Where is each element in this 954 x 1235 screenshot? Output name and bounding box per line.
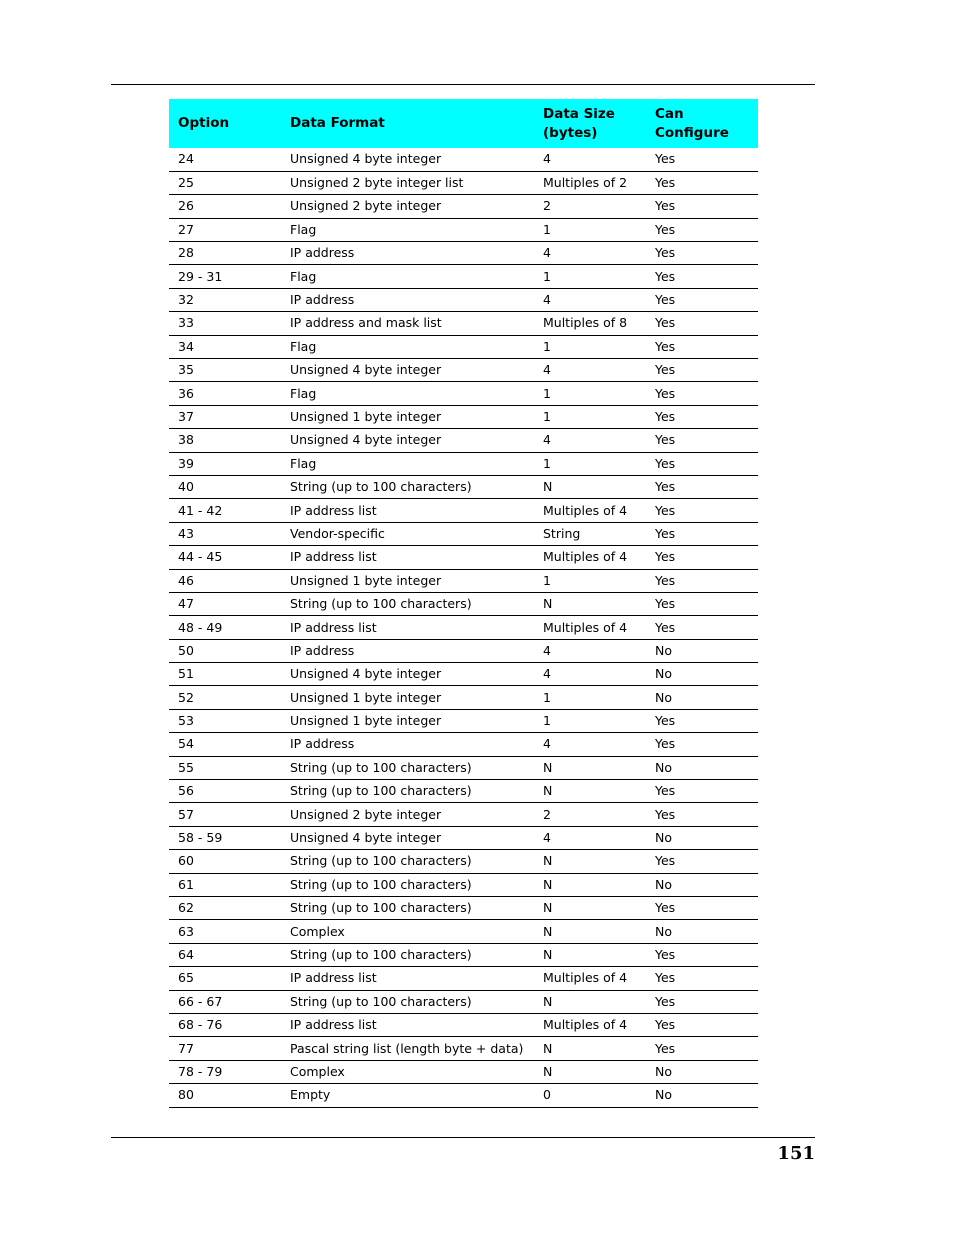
table-row: [169, 897, 758, 920]
cell-data-format: Flag: [281, 218, 534, 241]
cell-option: 56: [169, 780, 281, 803]
cell-option: 38: [169, 429, 281, 452]
cell-data-size: 4: [534, 663, 646, 686]
footer-rule: [111, 1137, 815, 1138]
cell-data-size: Multiples of 4: [534, 967, 646, 990]
cell-data-format: Flag: [281, 452, 534, 475]
cell-option: 51: [169, 663, 281, 686]
cell-option: 24: [169, 148, 281, 171]
cell-data-format: String (up to 100 characters): [281, 756, 534, 779]
table-row: [169, 616, 758, 639]
cell-can-configure: Yes: [646, 312, 758, 335]
cell-can-configure: Yes: [646, 897, 758, 920]
table-row: [169, 1013, 758, 1036]
cell-data-format: Unsigned 1 byte integer: [281, 686, 534, 709]
table-row: [169, 195, 758, 218]
table-row: [169, 756, 758, 779]
cell-option: 65: [169, 967, 281, 990]
cell-can-configure: Yes: [646, 850, 758, 873]
cell-data-size: N: [534, 920, 646, 943]
cell-option: 37: [169, 405, 281, 428]
cell-data-size: String: [534, 522, 646, 545]
cell-can-configure: No: [646, 1060, 758, 1083]
cell-data-size: 1: [534, 265, 646, 288]
cell-option: 68 - 76: [169, 1013, 281, 1036]
cell-can-configure: Yes: [646, 592, 758, 615]
cell-can-configure: Yes: [646, 218, 758, 241]
cell-option: 40: [169, 475, 281, 498]
table-row: [169, 242, 758, 265]
cell-can-configure: No: [646, 639, 758, 662]
cell-option: 41 - 42: [169, 499, 281, 522]
cell-option: 63: [169, 920, 281, 943]
cell-can-configure: Yes: [646, 733, 758, 756]
cell-data-format: String (up to 100 characters): [281, 780, 534, 803]
header-data-format: Data Format: [281, 99, 534, 148]
table-row: [169, 592, 758, 615]
cell-data-size: 1: [534, 405, 646, 428]
cell-data-format: String (up to 100 characters): [281, 990, 534, 1013]
cell-can-configure: Yes: [646, 780, 758, 803]
cell-option: 39: [169, 452, 281, 475]
cell-can-configure: Yes: [646, 499, 758, 522]
table-row: [169, 312, 758, 335]
cell-data-format: IP address: [281, 733, 534, 756]
cell-data-size: 1: [534, 686, 646, 709]
cell-data-size: N: [534, 897, 646, 920]
cell-option: 35: [169, 359, 281, 382]
cell-data-size: 4: [534, 733, 646, 756]
table-row: [169, 499, 758, 522]
cell-option: 34: [169, 335, 281, 358]
dhcp-options-table: [169, 99, 758, 1108]
cell-data-size: 0: [534, 1084, 646, 1107]
cell-data-size: N: [534, 873, 646, 896]
cell-can-configure: Yes: [646, 265, 758, 288]
cell-can-configure: No: [646, 920, 758, 943]
table-row: [169, 288, 758, 311]
cell-data-size: Multiples of 4: [534, 546, 646, 569]
cell-can-configure: Yes: [646, 359, 758, 382]
cell-can-configure: No: [646, 873, 758, 896]
cell-option: 77: [169, 1037, 281, 1060]
cell-data-format: IP address: [281, 288, 534, 311]
cell-data-size: N: [534, 850, 646, 873]
cell-data-size: 1: [534, 709, 646, 732]
cell-option: 32: [169, 288, 281, 311]
cell-can-configure: Yes: [646, 452, 758, 475]
table-row: [169, 639, 758, 662]
cell-data-size: 4: [534, 639, 646, 662]
cell-option: 54: [169, 733, 281, 756]
cell-option: 64: [169, 943, 281, 966]
cell-can-configure: Yes: [646, 242, 758, 265]
cell-data-format: Unsigned 4 byte integer: [281, 663, 534, 686]
cell-data-size: 4: [534, 148, 646, 171]
cell-can-configure: Yes: [646, 1037, 758, 1060]
cell-data-format: Empty: [281, 1084, 534, 1107]
cell-data-size: N: [534, 990, 646, 1013]
cell-data-format: IP address list: [281, 616, 534, 639]
cell-option: 66 - 67: [169, 990, 281, 1013]
cell-data-format: String (up to 100 characters): [281, 897, 534, 920]
cell-can-configure: No: [646, 663, 758, 686]
cell-can-configure: Yes: [646, 288, 758, 311]
table-row: [169, 148, 758, 171]
cell-data-format: Unsigned 1 byte integer: [281, 569, 534, 592]
cell-data-size: 2: [534, 803, 646, 826]
cell-data-format: String (up to 100 characters): [281, 943, 534, 966]
cell-data-size: Multiples of 8: [534, 312, 646, 335]
cell-option: 53: [169, 709, 281, 732]
cell-data-format: String (up to 100 characters): [281, 873, 534, 896]
table-row: [169, 569, 758, 592]
table-row: [169, 429, 758, 452]
table-row: [169, 359, 758, 382]
cell-data-format: IP address: [281, 242, 534, 265]
cell-data-size: 4: [534, 288, 646, 311]
cell-option: 47: [169, 592, 281, 615]
cell-data-format: Flag: [281, 265, 534, 288]
cell-option: 62: [169, 897, 281, 920]
cell-data-format: Pascal string list (length byte + data): [281, 1037, 534, 1060]
table-row: [169, 382, 758, 405]
cell-option: 80: [169, 1084, 281, 1107]
cell-can-configure: Yes: [646, 475, 758, 498]
table-row: [169, 709, 758, 732]
cell-can-configure: Yes: [646, 522, 758, 545]
cell-data-size: N: [534, 780, 646, 803]
cell-can-configure: Yes: [646, 990, 758, 1013]
cell-option: 36: [169, 382, 281, 405]
cell-data-size: Multiples of 2: [534, 171, 646, 194]
page-number: 151: [777, 1143, 815, 1164]
table-row: [169, 452, 758, 475]
table-row: [169, 1084, 758, 1107]
table-row: [169, 475, 758, 498]
cell-data-format: Complex: [281, 920, 534, 943]
header-option: Option: [169, 99, 281, 148]
cell-option: 57: [169, 803, 281, 826]
table-row: [169, 405, 758, 428]
cell-data-size: 1: [534, 335, 646, 358]
cell-data-size: Multiples of 4: [534, 499, 646, 522]
cell-can-configure: No: [646, 1084, 758, 1107]
cell-option: 44 - 45: [169, 546, 281, 569]
cell-data-format: Flag: [281, 382, 534, 405]
cell-can-configure: Yes: [646, 148, 758, 171]
cell-data-size: 4: [534, 429, 646, 452]
cell-can-configure: Yes: [646, 967, 758, 990]
cell-data-size: N: [534, 1060, 646, 1083]
cell-option: 52: [169, 686, 281, 709]
cell-data-size: Multiples of 4: [534, 1013, 646, 1036]
cell-data-format: IP address and mask list: [281, 312, 534, 335]
table-row: [169, 171, 758, 194]
table-row: [169, 686, 758, 709]
cell-option: 60: [169, 850, 281, 873]
cell-data-format: Unsigned 4 byte integer: [281, 826, 534, 849]
cell-data-format: Unsigned 2 byte integer: [281, 195, 534, 218]
cell-option: 61: [169, 873, 281, 896]
cell-can-configure: Yes: [646, 569, 758, 592]
table-row: [169, 850, 758, 873]
cell-data-format: Vendor-specific: [281, 522, 534, 545]
table-body: [169, 148, 758, 1107]
cell-can-configure: Yes: [646, 195, 758, 218]
cell-option: 26: [169, 195, 281, 218]
cell-can-configure: Yes: [646, 1013, 758, 1036]
table-row: [169, 522, 758, 545]
cell-data-format: Unsigned 4 byte integer: [281, 148, 534, 171]
cell-option: 27: [169, 218, 281, 241]
cell-option: 46: [169, 569, 281, 592]
cell-data-format: Unsigned 2 byte integer list: [281, 171, 534, 194]
table-row: [169, 943, 758, 966]
table-row: [169, 546, 758, 569]
cell-data-size: Multiples of 4: [534, 616, 646, 639]
cell-can-configure: Yes: [646, 429, 758, 452]
cell-data-size: 2: [534, 195, 646, 218]
header-rule: [111, 84, 815, 85]
table-row: [169, 826, 758, 849]
table-row: [169, 1060, 758, 1083]
cell-option: 58 - 59: [169, 826, 281, 849]
cell-data-size: 4: [534, 359, 646, 382]
cell-data-size: 1: [534, 569, 646, 592]
cell-data-format: Unsigned 4 byte integer: [281, 359, 534, 382]
table-row: [169, 733, 758, 756]
cell-data-format: IP address list: [281, 967, 534, 990]
cell-data-size: 1: [534, 218, 646, 241]
cell-option: 33: [169, 312, 281, 335]
table-row: [169, 663, 758, 686]
cell-data-format: IP address list: [281, 1013, 534, 1036]
cell-data-format: Flag: [281, 335, 534, 358]
cell-data-format: Unsigned 1 byte integer: [281, 709, 534, 732]
cell-option: 29 - 31: [169, 265, 281, 288]
cell-data-format: Unsigned 4 byte integer: [281, 429, 534, 452]
cell-data-size: N: [534, 1037, 646, 1060]
cell-data-format: Complex: [281, 1060, 534, 1083]
cell-data-format: IP address list: [281, 499, 534, 522]
header-row: [169, 99, 758, 148]
cell-can-configure: Yes: [646, 616, 758, 639]
cell-option: 48 - 49: [169, 616, 281, 639]
cell-data-size: N: [534, 592, 646, 615]
table-row: [169, 335, 758, 358]
cell-data-size: 1: [534, 382, 646, 405]
table-row: [169, 920, 758, 943]
cell-can-configure: No: [646, 826, 758, 849]
table-row: [169, 1037, 758, 1060]
cell-option: 50: [169, 639, 281, 662]
table-row: [169, 803, 758, 826]
cell-data-format: String (up to 100 characters): [281, 475, 534, 498]
table-row: [169, 990, 758, 1013]
cell-can-configure: Yes: [646, 335, 758, 358]
header-data-size: Data Size (bytes): [534, 99, 646, 148]
cell-data-size: N: [534, 756, 646, 779]
cell-can-configure: Yes: [646, 803, 758, 826]
table-row: [169, 873, 758, 896]
cell-data-format: IP address: [281, 639, 534, 662]
cell-can-configure: Yes: [646, 943, 758, 966]
cell-option: 78 - 79: [169, 1060, 281, 1083]
table-row: [169, 218, 758, 241]
cell-option: 55: [169, 756, 281, 779]
table-row: [169, 967, 758, 990]
cell-data-size: N: [534, 475, 646, 498]
cell-option: 25: [169, 171, 281, 194]
cell-can-configure: Yes: [646, 405, 758, 428]
table-row: [169, 780, 758, 803]
table-row: [169, 265, 758, 288]
cell-option: 28: [169, 242, 281, 265]
cell-data-size: N: [534, 943, 646, 966]
cell-can-configure: No: [646, 686, 758, 709]
header-can-configure: Can Configure: [646, 99, 758, 148]
cell-data-format: Unsigned 2 byte integer: [281, 803, 534, 826]
cell-can-configure: No: [646, 756, 758, 779]
cell-data-size: 1: [534, 452, 646, 475]
cell-data-format: String (up to 100 characters): [281, 592, 534, 615]
cell-option: 43: [169, 522, 281, 545]
cell-can-configure: Yes: [646, 171, 758, 194]
cell-data-size: 4: [534, 826, 646, 849]
cell-data-size: 4: [534, 242, 646, 265]
cell-can-configure: Yes: [646, 546, 758, 569]
cell-can-configure: Yes: [646, 709, 758, 732]
cell-can-configure: Yes: [646, 382, 758, 405]
table-header: [169, 99, 758, 148]
cell-data-format: Unsigned 1 byte integer: [281, 405, 534, 428]
cell-data-format: String (up to 100 characters): [281, 850, 534, 873]
cell-data-format: IP address list: [281, 546, 534, 569]
